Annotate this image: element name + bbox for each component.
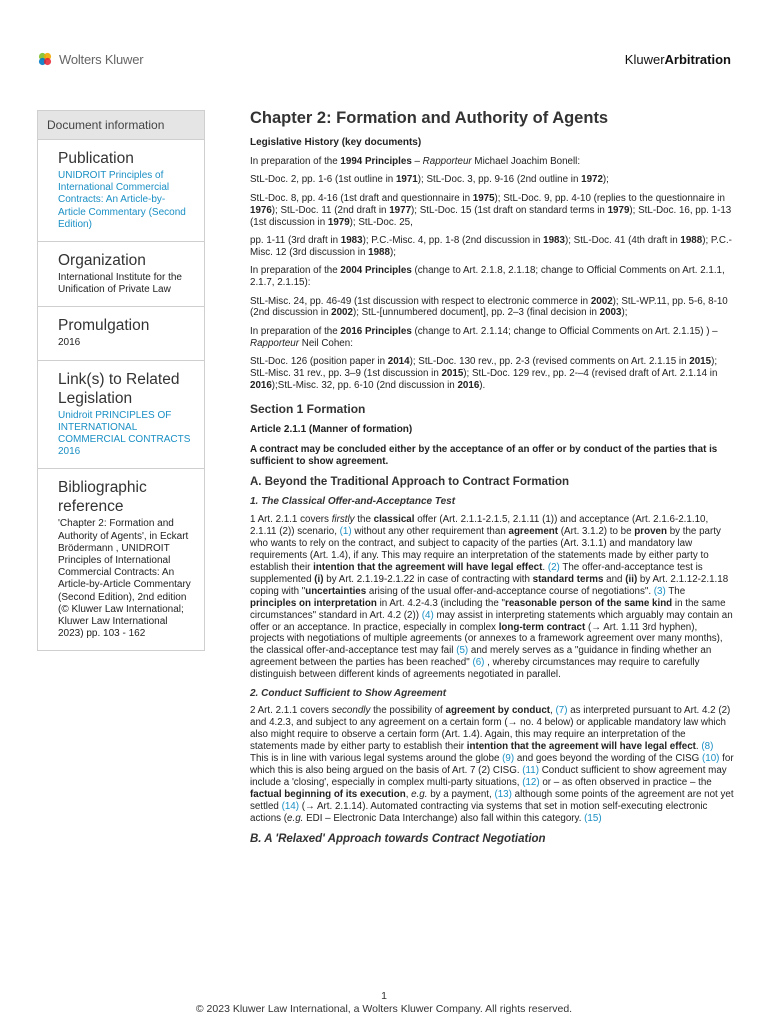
- promulgation-section: [38, 307, 204, 360]
- promulgation-value: 2016: [58, 337, 81, 349]
- text-run: for which this is also being argued on the basis of Art. 7 (2) CISG.: [250, 753, 734, 776]
- text-run: , whereby circumstances may require to carefully distinguish between different kinds of agreements negotiated in parallel.: [250, 657, 700, 681]
- chapter-title: Chapter 2: Formation and Authority of Agents: [250, 109, 609, 127]
- text-run: Conduct sufficient to show agreement may include a 'closing', especially in complex multi-party situations,: [250, 764, 727, 788]
- text-run: by the party who wants to rely on the contract, and subject to capacity of the parties (Art. 3.1.1) and mandatory law requirements (Art. 1.4), if any. This may require an interpretation of the statements made by either party to establish their: [250, 526, 721, 573]
- text-run: ); StL-Doc. 130 rev., pp. 2-3 (revised comments on Art. 2.1.15 in: [409, 356, 690, 368]
- bold-text: classical: [373, 514, 415, 526]
- promulgation-title: Promulgation: [58, 317, 150, 335]
- text-run: and: [603, 573, 626, 585]
- text-run: In preparation of the: [250, 325, 341, 337]
- legislative-docs-paragraph: [250, 193, 734, 229]
- text-run: the possibility of: [370, 705, 446, 717]
- text-run: ); P.C.-Misc. 4, pp. 1-8 (2nd discussion in: [362, 234, 544, 246]
- footnote-link[interactable]: (8): [701, 741, 714, 753]
- footnote-link[interactable]: (5): [456, 645, 469, 657]
- bold-text: 2016: [250, 380, 272, 391]
- text-run: );: [621, 307, 628, 319]
- article-text: A contract may be concluded either by the acceptance of an offer or by conduct of the parties that is sufficient to show agreement.: [250, 443, 718, 467]
- wolters-kluwer-logo-icon: [37, 51, 53, 67]
- text-run: pp. 1-11 (3rd draft in: [250, 234, 341, 246]
- text-run: and merely serves as a "guidance in finding whether an agreement between the parties has been reached": [250, 645, 712, 669]
- text-run: ); StL-Doc. 129 rev., pp. 2-–4 (revised draft of Art. 2.1.14 in: [463, 368, 718, 380]
- bold-text: 1975: [472, 192, 495, 204]
- bold-text: 2004 Principles: [340, 265, 412, 277]
- brand-bold: Arbitration: [664, 52, 731, 67]
- text-run: The: [665, 585, 686, 597]
- text-run: (→ Art. 2.1.14). Automated contracting via systems that set in motion self-executing electronic actions (: [250, 800, 708, 824]
- bibliographic-reference-value: 'Chapter 2: Formation and Authority of Agents', in Eckart Brödermann , UNIDROIT Principles of International Commercial Contracts: An Article-by-Article Commentary (Second Edition), 2nd edition (© Kluwer Law International; Kluwer Law International 2023) pp. 103 - 162: [58, 518, 191, 640]
- text-run: by Art. 2.1.19-2.1.22 in case of contracting with: [323, 573, 533, 585]
- page-header: [0, 0, 768, 80]
- publication-title: Publication: [58, 150, 134, 167]
- italic-text: secondly: [331, 705, 371, 717]
- text-run: by a payment,: [427, 788, 495, 800]
- bold-text: intention that the agreement will have legal effect: [313, 561, 543, 573]
- text-run: ); StL-Misc. 31 rev., pp. 3–9 (1st discussion in: [250, 356, 718, 380]
- italic-text: e.g.: [287, 812, 304, 824]
- text-run: (change to Art. 2.1.8, 2.1.18; change to Official Comments on Art. 2.1.1, 2.1.7, 2.1.15):: [250, 265, 725, 289]
- kluwer-arbitration-brand[interactable]: [625, 52, 731, 67]
- text-run: or – as often observed in practice – the: [539, 776, 712, 788]
- footnote-link[interactable]: (15): [584, 812, 602, 824]
- bold-text: 2014: [387, 356, 410, 368]
- organization-section: [38, 242, 204, 307]
- legislative-docs-paragraph: [250, 296, 734, 320]
- text-run: ); StL-Doc. 9, pp. 4-10 (replies to the questionnaire in: [494, 192, 725, 204]
- bold-text: (ii): [625, 573, 638, 585]
- bold-text: intention that the agreement will have legal effect: [466, 741, 696, 753]
- text-run: Neil Cohen:: [299, 337, 353, 349]
- preparation-1994-paragraph: [250, 156, 734, 168]
- bold-text: long-term contract: [498, 621, 586, 633]
- text-run: );: [602, 174, 609, 186]
- italic-text: Rapporteur: [422, 155, 472, 167]
- text-run: without any other requirement than: [351, 526, 509, 538]
- preparation-2016-paragraph: [250, 326, 734, 350]
- bibliographic-reference-section: [38, 469, 204, 650]
- text-run: .: [695, 741, 702, 753]
- text-run: offer (Art. 2.1.1-2.1.5, 2.1.11 (1)) and acceptance (Art. 2.1.6-2.1.10, 2.1.11 (2)) scenario,: [250, 514, 709, 538]
- text-run: (→ Art. 1.11 3rd hyphen), projects with negotiations of multiple agreements (or annexes to a framework agreement over many months), the classical offer-and-acceptance test may fail: [250, 621, 723, 657]
- text-run: 2 Art. 2.1.1 covers: [250, 705, 332, 717]
- brand-prefix: Kluwer: [624, 52, 665, 67]
- text-run: );StL-Misc. 32, pp. 6-10 (2nd discussion in: [271, 380, 458, 391]
- footnote-link[interactable]: (12): [522, 776, 540, 788]
- footnote-link[interactable]: (4): [421, 609, 434, 621]
- text-run: StL-Doc. 8, pp. 4-16 (1st draft and questionnaire in: [250, 192, 473, 204]
- footnote-link[interactable]: (1): [339, 526, 352, 538]
- text-run: 1 Art. 2.1.1 covers: [250, 514, 332, 526]
- text-run: the: [354, 514, 374, 526]
- related-legislation-section: [38, 361, 204, 470]
- page-number: 1: [381, 990, 387, 1002]
- footnote-link[interactable]: (9): [502, 753, 515, 765]
- text-run: (Art. 3.1.2) to be: [558, 526, 635, 538]
- bold-text: (i): [314, 573, 324, 585]
- text-run: ).: [479, 380, 486, 391]
- legislative-docs-paragraph: [250, 235, 734, 259]
- text-run: ); StL-[unnumbered document], pp. 2–3 (final decision in: [352, 307, 600, 319]
- bold-text: agreement: [508, 526, 559, 538]
- bold-text: proven: [634, 526, 667, 538]
- subsection-a-title: A. Beyond the Traditional Approach to Contract Formation: [250, 475, 570, 488]
- text-run: ,: [550, 705, 556, 717]
- bold-text: 1994 Principles: [340, 155, 412, 167]
- bold-text: 2016 Principles: [340, 325, 412, 337]
- bold-text: 2002: [331, 307, 353, 319]
- text-run: StL-Misc. 24, pp. 46-49 (1st discussion with respect to electronic commerce in: [250, 295, 591, 307]
- publication-section: [38, 140, 204, 242]
- text-run: and goes beyond the wording of the CISG: [514, 753, 703, 765]
- section-1-title: Section 1 Formation: [250, 401, 366, 416]
- publication-link[interactable]: UNIDROIT Principles of International Commercial Contracts: An Article-by-Article Commentary (Second Edition): [58, 170, 186, 230]
- bold-text: 2003: [599, 307, 622, 319]
- related-legislation-link[interactable]: Unidroit PRINCIPLES OF INTERNATIONAL COMMERCIAL CONTRACTS 2016: [58, 409, 191, 458]
- organization-title: Organization: [58, 252, 146, 270]
- bold-text: 1983: [543, 234, 565, 246]
- bold-text: 1983: [340, 234, 363, 246]
- subsection-1-title: 1. The Classical Offer-and-Acceptance Test: [250, 496, 456, 508]
- footnote-link[interactable]: (14): [281, 800, 300, 812]
- text-run: ); StL-Doc. 3, pp. 9-16 (2nd outline in: [417, 174, 582, 186]
- logo-text: Wolters Kluwer: [59, 51, 144, 67]
- italic-text: Rapporteur: [250, 337, 300, 349]
- footnote-link[interactable]: (13): [494, 788, 512, 800]
- text-run: The offer-and-acceptance test is supplemented: [250, 561, 703, 585]
- footnote-link[interactable]: (7): [555, 705, 568, 717]
- text-run: ); StL-Doc. 25,: [349, 216, 413, 228]
- text-run: StL-Doc. 126 (position paper in: [250, 356, 388, 368]
- bold-text: 1988: [368, 246, 390, 258]
- text-run: by Art. 2.1.12-2.1.18 coping with ": [250, 573, 729, 597]
- italic-text: e.g.: [411, 788, 428, 800]
- bold-text: 1972: [581, 174, 603, 186]
- bold-text: 1988: [680, 234, 703, 246]
- bold-text: factual beginning of its execution: [250, 788, 406, 800]
- bold-text: agreement by conduct: [445, 705, 551, 717]
- document-information-heading: Document information: [38, 111, 204, 140]
- text-run: although some points of the agreement are not yet settled: [250, 788, 734, 812]
- legislative-history-heading: Legislative History (key documents): [250, 137, 422, 148]
- bibliographic-reference-title: Bibliographic reference: [58, 479, 147, 516]
- text-run: ); StL-WP.11, pp. 5-6, 8-10 (2nd discussion in: [250, 295, 728, 319]
- italic-text: firstly: [331, 514, 355, 526]
- preparation-2004-paragraph: [250, 265, 734, 289]
- bold-text: 1971: [395, 174, 418, 186]
- copyright-notice: © 2023 Kluwer Law International, a Wolters Kluwer Company. All rights reserved.: [195, 1003, 573, 1015]
- legislative-docs-paragraph: [250, 356, 734, 392]
- text-run: In preparation of the: [250, 155, 341, 167]
- text-run: may assist in interpreting statements which arguably may contain an offer or an acceptance. In practice, especially in complex: [250, 609, 733, 633]
- paragraph-2: [250, 705, 734, 824]
- text-run: EDI – Electronic Data Interchange) also fall within this category.: [303, 812, 585, 824]
- document-body: [250, 108, 734, 853]
- article-title: Article 2.1.1 (Manner of formation): [250, 423, 413, 435]
- text-run: StL-Doc. 2, pp. 1-6 (1st outline in: [250, 174, 396, 186]
- text-run: ); P.C.-Misc. 12 (3rd discussion in: [250, 234, 732, 258]
- bold-text: 2015: [441, 368, 464, 380]
- related-legislation-title: Link(s) to Related Legislation: [58, 370, 180, 407]
- bold-text: standard terms: [532, 573, 604, 585]
- footnote-link[interactable]: (3): [653, 585, 666, 597]
- text-run: );: [389, 246, 396, 258]
- bold-text: 1979: [607, 204, 630, 216]
- bold-text: reasonable person of the same kind: [505, 597, 673, 609]
- legislative-docs-paragraph: [250, 174, 734, 186]
- text-run: ); StL-Doc. 15 (1st draft on standard terms in: [411, 204, 608, 216]
- text-run: (change to Art. 2.1.14; change to Official Comments on Art. 2.1.15) ) –: [411, 325, 718, 337]
- footnote-link[interactable]: (2): [547, 561, 560, 573]
- wolters-kluwer-logo[interactable]: [37, 51, 143, 67]
- text-run: This is in line with various legal systems around the globe: [250, 753, 503, 765]
- paragraph-1: [250, 514, 734, 681]
- bold-text: principles on interpretation: [250, 597, 377, 609]
- bold-text: 2016: [457, 380, 480, 391]
- text-run: arising of the usual offer-and-acceptance course of negotiations".: [366, 585, 654, 597]
- bold-text: 1979: [327, 216, 350, 228]
- bold-text: 1976: [250, 204, 272, 216]
- footnote-link[interactable]: (6): [472, 657, 485, 669]
- bold-text: 1977: [389, 204, 412, 216]
- subsection-b-title: B. A 'Relaxed' Approach towards Contract Negotiation: [250, 832, 546, 845]
- text-run: In preparation of the: [250, 265, 341, 277]
- footnote-link[interactable]: (11): [522, 764, 539, 776]
- text-run: Michael Joachim Bonell:: [471, 155, 581, 167]
- bold-text: uncertainties: [305, 585, 367, 597]
- text-run: .: [542, 561, 548, 573]
- document-information-panel: [37, 110, 205, 651]
- bold-text: 2015: [689, 356, 712, 368]
- text-run: ); StL-Doc. 11 (2nd draft in: [271, 204, 390, 216]
- text-run: ); StL-Doc. 41 (4th draft in: [564, 234, 681, 246]
- text-run: –: [411, 155, 423, 167]
- organization-value: International Institute for the Unification of Private Law: [58, 272, 182, 296]
- text-run: in Art. 4.2-4.3 (including the ": [376, 597, 506, 609]
- footnote-link[interactable]: (10): [702, 753, 720, 765]
- text-run: as interpreted pursuant to Art. 4.2 (2) and 4.2.3, and subject to any agreement on a certain form (→ no. 4 below) or applicable mandatory law which also might require to observe a certain form (Art. 1.4). Again, this may require an interpretation of the statements made by either party to establish their: [250, 705, 731, 753]
- text-run: ); StL-Doc. 16, pp. 1-13 (1st discussion in: [250, 204, 732, 228]
- text-run: ,: [405, 788, 412, 800]
- text-run: in the same circumstances" standard in Art. 4.2 (2)): [250, 597, 726, 621]
- bold-text: 2002: [590, 295, 613, 307]
- subsection-2-title: 2. Conduct Sufficient to Show Agreement: [250, 687, 447, 699]
